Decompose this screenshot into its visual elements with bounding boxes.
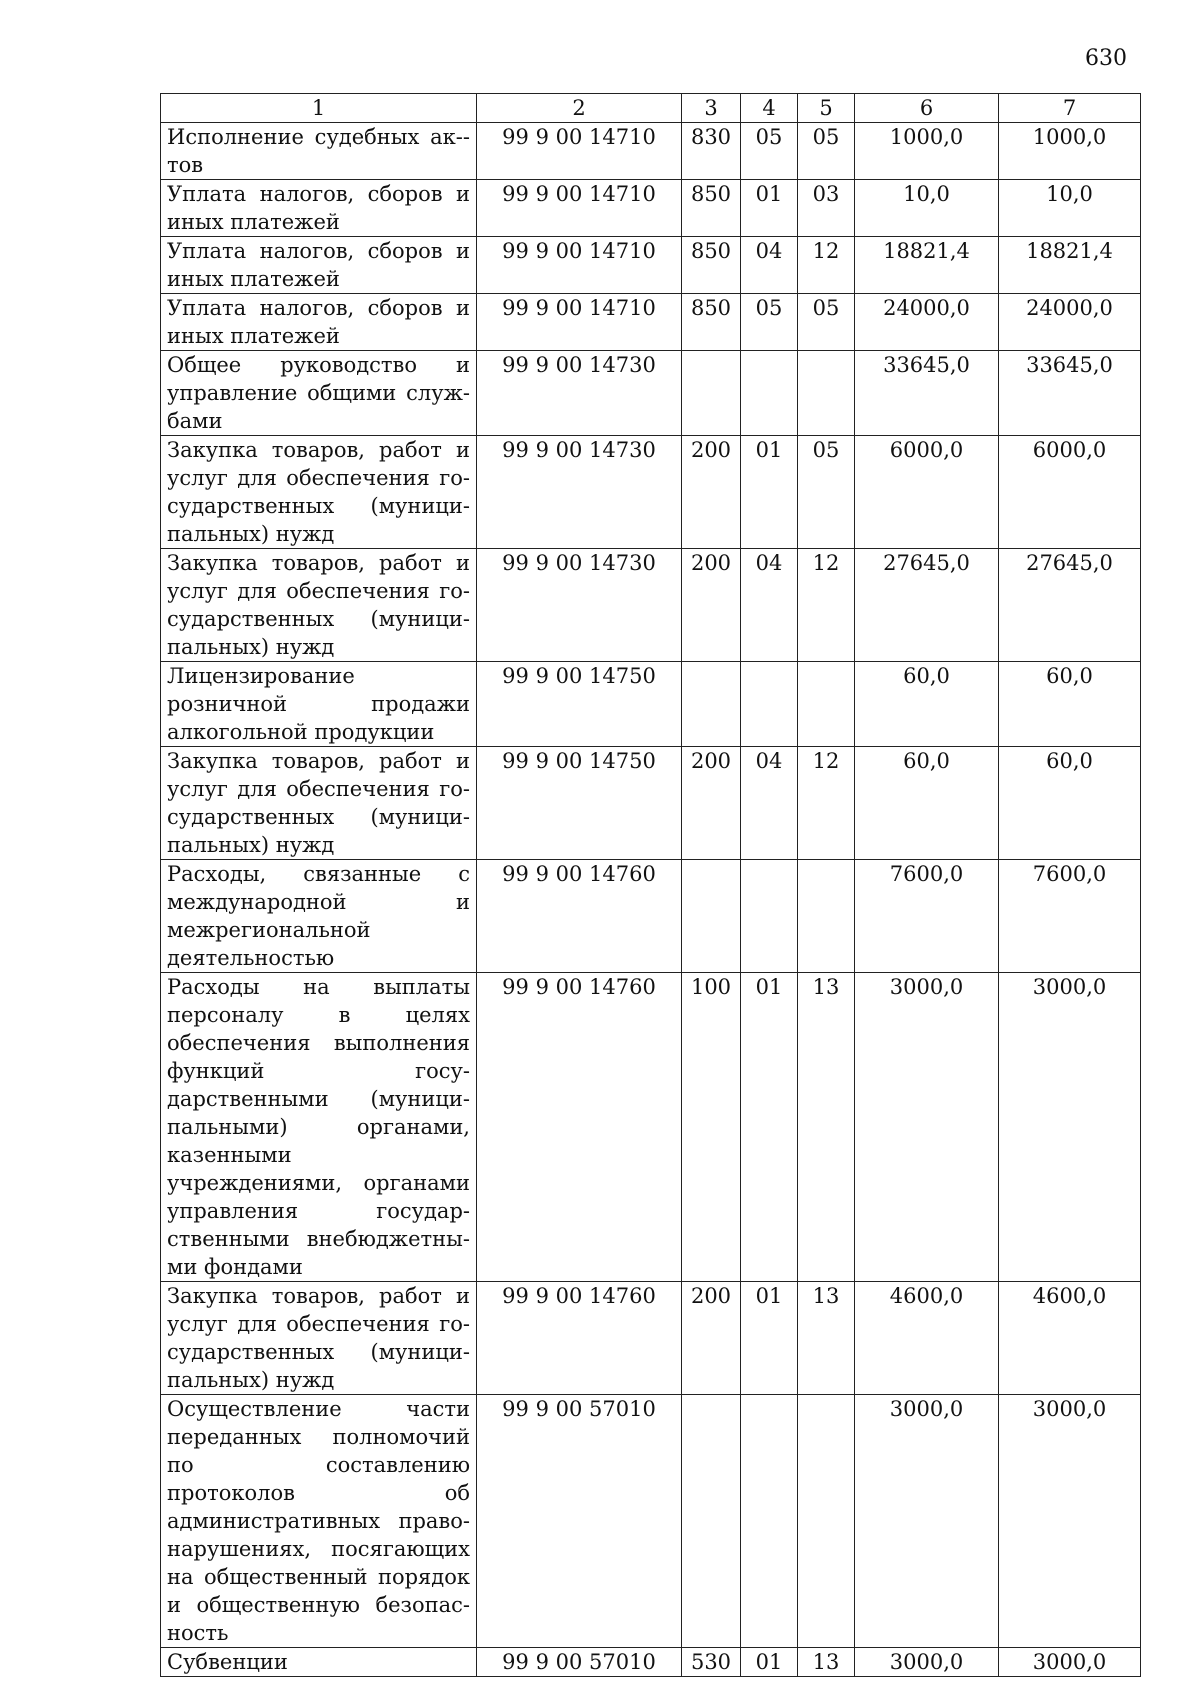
subsection-cell: 05 bbox=[798, 123, 855, 180]
column-header: 6 bbox=[855, 94, 999, 123]
subsection-cell bbox=[798, 662, 855, 747]
amount-cell: 24000,0 bbox=[855, 294, 999, 351]
section-cell: 01 bbox=[741, 436, 798, 549]
amount-cell: 33645,0 bbox=[999, 351, 1141, 436]
section-cell: 05 bbox=[741, 123, 798, 180]
expense-type-cell bbox=[682, 1395, 741, 1648]
table-row bbox=[161, 747, 1141, 860]
amount-cell: 3000,0 bbox=[999, 1395, 1141, 1648]
amount-cell: 7600,0 bbox=[855, 860, 999, 973]
table-row bbox=[161, 123, 1141, 180]
subsection-cell: 05 bbox=[798, 294, 855, 351]
table-row bbox=[161, 1648, 1141, 1677]
subsection-cell: 05 bbox=[798, 436, 855, 549]
section-cell bbox=[741, 860, 798, 973]
expense-type-cell bbox=[682, 351, 741, 436]
section-cell: 04 bbox=[741, 549, 798, 662]
subsection-cell: 13 bbox=[798, 1648, 855, 1677]
expense-name-cell: Расходы на выплаты персоналу в целях обеспечения выполнения функций государственными (муниципальными) органами, казенными учреждениями, органами управления государственными внебюджетными фондами bbox=[161, 973, 477, 1282]
amount-cell: 6000,0 bbox=[855, 436, 999, 549]
table-row bbox=[161, 549, 1141, 662]
expense-name-cell: Уплата налогов, сборов и иных платежей bbox=[161, 180, 477, 237]
amount-cell: 1000,0 bbox=[855, 123, 999, 180]
amount-cell: 3000,0 bbox=[855, 1395, 999, 1648]
table-row bbox=[161, 436, 1141, 549]
subsection-cell: 13 bbox=[798, 1282, 855, 1395]
target-article-cell: 99 9 00 57010 bbox=[477, 1395, 682, 1648]
section-cell bbox=[741, 351, 798, 436]
table-body bbox=[161, 123, 1141, 1677]
amount-cell: 3000,0 bbox=[999, 1648, 1141, 1677]
amount-cell: 6000,0 bbox=[999, 436, 1141, 549]
subsection-cell bbox=[798, 351, 855, 436]
amount-cell: 3000,0 bbox=[855, 1648, 999, 1677]
target-article-cell: 99 9 00 14760 bbox=[477, 860, 682, 973]
subsection-cell: 12 bbox=[798, 747, 855, 860]
target-article-cell: 99 9 00 14750 bbox=[477, 747, 682, 860]
column-header: 5 bbox=[798, 94, 855, 123]
expense-name-cell: Общее руководство и управление общими службами bbox=[161, 351, 477, 436]
amount-cell: 3000,0 bbox=[999, 973, 1141, 1282]
expense-type-cell: 200 bbox=[682, 1282, 741, 1395]
section-cell: 04 bbox=[741, 747, 798, 860]
expense-name-cell: Осуществление части переданных полномочий по составлению протоколов об административных правонарушениях, посягающих на общественный порядок и общественную безопасность bbox=[161, 1395, 477, 1648]
amount-cell: 10,0 bbox=[999, 180, 1141, 237]
subsection-cell: 12 bbox=[798, 549, 855, 662]
amount-cell: 3000,0 bbox=[855, 973, 999, 1282]
expense-type-cell bbox=[682, 860, 741, 973]
amount-cell: 10,0 bbox=[855, 180, 999, 237]
subsection-cell: 13 bbox=[798, 973, 855, 1282]
amount-cell: 4600,0 bbox=[855, 1282, 999, 1395]
column-header: 4 bbox=[741, 94, 798, 123]
subsection-cell: 12 bbox=[798, 237, 855, 294]
expense-type-cell: 850 bbox=[682, 294, 741, 351]
table-row bbox=[161, 1395, 1141, 1648]
expense-type-cell: 200 bbox=[682, 436, 741, 549]
amount-cell: 27645,0 bbox=[855, 549, 999, 662]
section-cell bbox=[741, 1395, 798, 1648]
section-cell: 01 bbox=[741, 1648, 798, 1677]
expense-type-cell: 830 bbox=[682, 123, 741, 180]
table-row bbox=[161, 351, 1141, 436]
expense-name-cell: Субвенции bbox=[161, 1648, 477, 1677]
budget-table bbox=[160, 93, 1141, 1677]
expense-name-cell: Закупка товаров, работ и услуг для обеспечения государственных (муниципальных) нужд bbox=[161, 1282, 477, 1395]
expense-type-cell: 850 bbox=[682, 237, 741, 294]
amount-cell: 33645,0 bbox=[855, 351, 999, 436]
section-cell: 05 bbox=[741, 294, 798, 351]
expense-name-cell: Уплата налогов, сборов и иных платежей bbox=[161, 294, 477, 351]
amount-cell: 60,0 bbox=[999, 662, 1141, 747]
target-article-cell: 99 9 00 14730 bbox=[477, 436, 682, 549]
target-article-cell: 99 9 00 14760 bbox=[477, 973, 682, 1282]
amount-cell: 24000,0 bbox=[999, 294, 1141, 351]
subsection-cell bbox=[798, 1395, 855, 1648]
table-row bbox=[161, 180, 1141, 237]
amount-cell: 60,0 bbox=[855, 747, 999, 860]
target-article-cell: 99 9 00 14730 bbox=[477, 351, 682, 436]
amount-cell: 60,0 bbox=[855, 662, 999, 747]
subsection-cell bbox=[798, 860, 855, 973]
table-row bbox=[161, 237, 1141, 294]
amount-cell: 4600,0 bbox=[999, 1282, 1141, 1395]
target-article-cell: 99 9 00 14710 bbox=[477, 180, 682, 237]
expense-type-cell: 200 bbox=[682, 747, 741, 860]
expense-name-cell: Уплата налогов, сборов и иных платежей bbox=[161, 237, 477, 294]
amount-cell: 27645,0 bbox=[999, 549, 1141, 662]
section-cell: 01 bbox=[741, 180, 798, 237]
amount-cell: 1000,0 bbox=[999, 123, 1141, 180]
expense-name-cell: Расходы, связанные с международной и межрегиональной деятельностью bbox=[161, 860, 477, 973]
column-header: 3 bbox=[682, 94, 741, 123]
page-number: 630 bbox=[1085, 46, 1127, 71]
column-header: 7 bbox=[999, 94, 1141, 123]
expense-type-cell bbox=[682, 662, 741, 747]
expense-name-cell: Закупка товаров, работ и услуг для обеспечения государственных (муниципальных) нужд bbox=[161, 747, 477, 860]
target-article-cell: 99 9 00 57010 bbox=[477, 1648, 682, 1677]
expense-name-cell: Закупка товаров, работ и услуг для обеспечения государственных (муниципальных) нужд bbox=[161, 549, 477, 662]
target-article-cell: 99 9 00 14710 bbox=[477, 294, 682, 351]
table-header-row bbox=[161, 94, 1141, 123]
column-header: 1 bbox=[161, 94, 477, 123]
amount-cell: 7600,0 bbox=[999, 860, 1141, 973]
target-article-cell: 99 9 00 14710 bbox=[477, 237, 682, 294]
table-row bbox=[161, 662, 1141, 747]
table-row bbox=[161, 860, 1141, 973]
table-row bbox=[161, 1282, 1141, 1395]
target-article-cell: 99 9 00 14730 bbox=[477, 549, 682, 662]
target-article-cell: 99 9 00 14750 bbox=[477, 662, 682, 747]
column-header: 2 bbox=[477, 94, 682, 123]
table-row bbox=[161, 294, 1141, 351]
table-row bbox=[161, 973, 1141, 1282]
amount-cell: 60,0 bbox=[999, 747, 1141, 860]
section-cell: 01 bbox=[741, 1282, 798, 1395]
section-cell bbox=[741, 662, 798, 747]
expense-type-cell: 530 bbox=[682, 1648, 741, 1677]
amount-cell: 18821,4 bbox=[999, 237, 1141, 294]
expense-type-cell: 100 bbox=[682, 973, 741, 1282]
section-cell: 04 bbox=[741, 237, 798, 294]
expense-type-cell: 850 bbox=[682, 180, 741, 237]
section-cell: 01 bbox=[741, 973, 798, 1282]
expense-name-cell: Исполнение судебных ак-тов bbox=[161, 123, 477, 180]
expense-name-cell: Лицензирование розничной продажи алкогольной продукции bbox=[161, 662, 477, 747]
amount-cell: 18821,4 bbox=[855, 237, 999, 294]
subsection-cell: 03 bbox=[798, 180, 855, 237]
target-article-cell: 99 9 00 14710 bbox=[477, 123, 682, 180]
expense-name-cell: Закупка товаров, работ и услуг для обеспечения государственных (муниципальных) нужд bbox=[161, 436, 477, 549]
expense-type-cell: 200 bbox=[682, 549, 741, 662]
target-article-cell: 99 9 00 14760 bbox=[477, 1282, 682, 1395]
